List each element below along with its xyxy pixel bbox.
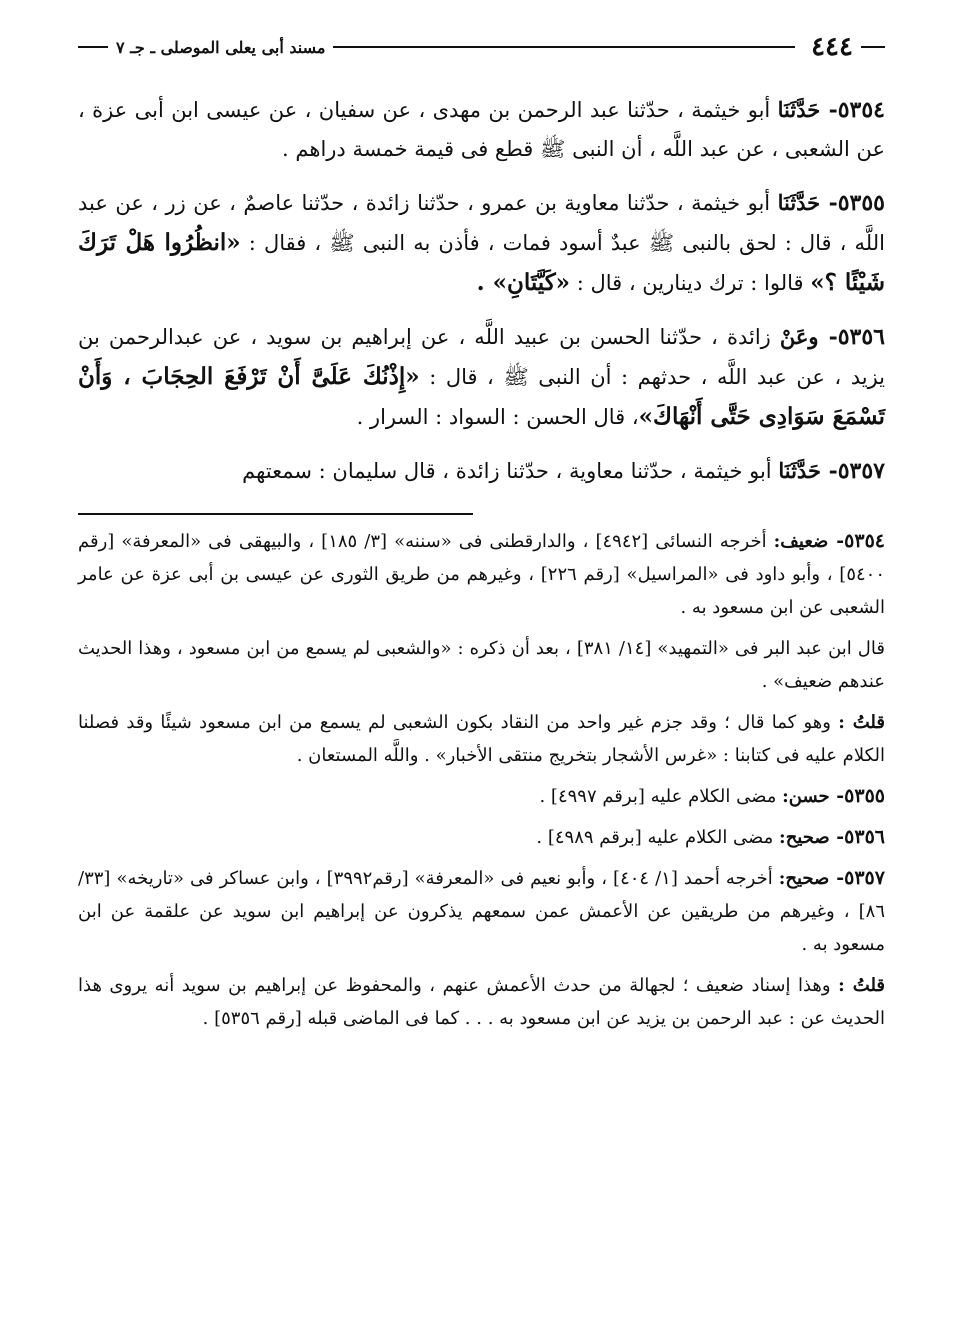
hadith-number: ٥٣٥٥ — [837, 190, 885, 216]
hadith-text: زائدة ، حدّثنا الحسن بن عبيد اللَّه ، عن إبراهيم بن سويد ، عن عبدالرحمن بن يزيد ، عن عبد اللَّه ، حدثهم : أن النبى ﷺ ، قال : — [78, 325, 886, 389]
grade-label: صحيح: — [778, 868, 830, 889]
qult-label: قلتُ : — [838, 712, 885, 733]
hadith-5355: ٥٣٥٥- حَدَّثَنَا أبو خيثمة ، حدّثنا معاوية بن عمرو ، حدّثنا زائدة ، حدّثنا عاصمٌ ، عن زر ، عن عبد اللَّه ، قال : لحق بالنبى ﷺ عبدٌ أسود فمات ، فأذن به النبى ﷺ ، فقال : «انظُرُوا هَلْ تَرَكَ شَيْئًا ؟» قالوا : ترك دينارين ، قال : «كَيَّتَانِ» . — [78, 190, 885, 296]
footnote-text: قال ابن عبد البر فى «التمهيد» [١٤/ ٣٨١] ، بعد أن ذكره : «والشعبى لم يسمع من ابن مسعود ، وهذا الحديث عندهم ضعيف» . — [78, 638, 885, 692]
grade-label: ضعيف: — [773, 531, 829, 552]
footnote-text: وهذا إسناد ضعيف ؛ لجهالة من حدث الأعمش عنهم ، والمحفوظ عن إبراهيم بن سويد أنه يروى هذا الحديث عن : عبد الرحمن بن يزيد عن ابن مسعود به . . . كما فى الماضى قبله [رقم ٥٣٥٦] . — [78, 975, 885, 1029]
footnote-text: مضى الكلام عليه [برقم ٤٩٨٩] . — [536, 827, 774, 848]
footnote-paragraph — [78, 706, 885, 772]
footnote-number: ٥٣٥٥ — [844, 785, 885, 807]
page-header — [78, 30, 885, 64]
footnote-number: ٥٣٥٧ — [844, 867, 885, 889]
footnote-text: أخرجه أحمد [١/ ٤٠٤] ، وأبو نعيم فى «المعرفة» [رقم٣٩٩٢] ، وابن عساكر فى «تاريخه» [٣٣/ ٨٦] ، وغيرهم من طريقين عن الأعمش عمن سمعهم يذكرون عن إبراهيم ابن سويد عن علقمة عن ابن مسعود به . — [78, 868, 885, 955]
header-dash — [78, 46, 108, 48]
hadith-lead: حَدَّثَنَا — [777, 190, 821, 215]
footnote-5355: ٥٣٥٥- حسن: مضى الكلام عليه [برقم ٤٩٩٧] . — [539, 785, 885, 807]
footnote-5357: ٥٣٥٧- صحيح: أخرجه أحمد [١/ ٤٠٤] ، وأبو نعيم فى «المعرفة» [رقم٣٩٩٢] ، وابن عساكر فى «تاريخه» [٣٣/ ٨٦] ، وغيرهم من طريقين عن الأعمش عمن سمعهم يذكرون عن إبراهيم ابن سويد عن علقمة عن ابن مسعود به . — [78, 867, 885, 955]
hadith-5356: ٥٣٥٦- وعَنْ زائدة ، حدّثنا الحسن بن عبيد اللَّه ، عن إبراهيم بن سويد ، عن عبدالرحمن بن يزيد ، عن عبد اللَّه ، حدثهم : أن النبى ﷺ ، قال : «إِذْنُكَ عَلَىَّ أَنْ تَرْفَعَ الحِجَابَ ، وَأَنْ تَسْمَعَ سَوَادِى حَتَّى أَنْهَاكَ»، قال الحسن : السواد : السرار . — [78, 324, 886, 430]
hadith-lead: حَدَّثَنَا — [778, 458, 821, 483]
hadith-quote: «إِذْنُكَ عَلَىَّ أَنْ تَرْفَعَ الحِجَابَ ، وَأَنْ تَسْمَعَ سَوَادِى حَتَّى أَنْهَاكَ» — [78, 363, 885, 430]
book-title: مسند أبى يعلى الموصلى ـ جـ ٧ — [116, 37, 326, 57]
header-rule — [333, 46, 795, 48]
page — [78, 30, 885, 1043]
grade-label: صحيح: — [779, 827, 830, 848]
footnote-text: وهو كما قال ؛ وقد جزم غير واحد من النقاد بكون الشعبى لم يسمع من ابن مسعود شيئًا وقد فصلنا الكلام عليه فى كتابنا : «غرس الأشجار بتخريج منتقى الأخبار» . واللَّه المستعان . — [78, 712, 885, 766]
hadith-quote: «كَيَّتَانِ» . — [476, 269, 571, 296]
hadith-5354: ٥٣٥٤- حَدَّثَنَا أبو خيثمة ، حدّثنا عبد الرحمن بن مهدى ، عن سفيان ، عن عيسى ابن أبى عزة ، عن الشعبى ، عن عبد اللَّه ، أن النبى ﷺ قطع فى قيمة خمسة دراهم . — [78, 97, 885, 161]
hadith-number: ٥٣٥٦ — [837, 324, 885, 350]
footnote-paragraph — [78, 969, 885, 1035]
footnote-paragraph — [78, 632, 885, 698]
hadith-text: أبو خيثمة ، حدّثنا معاوية ، حدّثنا زائدة ، قال سليمان : سمعتهم — [242, 459, 772, 483]
hadith-text: أبو خيثمة ، حدّثنا عبد الرحمن بن مهدى ، عن سفيان ، عن عيسى ابن أبى عزة ، عن الشعبى ، عن عبد اللَّه ، أن النبى ﷺ قطع فى قيمة خمسة دراهم . — [78, 98, 885, 161]
hadith-text: قالوا : ترك دينارين ، قال : — [570, 271, 811, 295]
hadith-quote: «انظُرُوا هَلْ تَرَكَ شَيْئًا ؟» — [78, 229, 885, 296]
header-dash — [861, 46, 885, 48]
hadith-number: ٥٣٥٤ — [837, 97, 885, 123]
footnote-number: ٥٣٥٦ — [844, 826, 885, 848]
hadith-lead: حَدَّثَنَا — [777, 97, 821, 122]
footnote-text: مضى الكلام عليه [برقم ٤٩٩٧] . — [539, 786, 777, 807]
footnote-divider — [78, 513, 473, 515]
hadith-text: أبو خيثمة ، حدّثنا معاوية بن عمرو ، حدّثنا زائدة ، حدّثنا عاصمٌ ، عن زر ، عن عبد اللَّه ، قال : لحق بالنبى ﷺ عبدٌ أسود فمات ، فأذن به النبى ﷺ ، فقال : — [78, 191, 885, 255]
footnote-5356: ٥٣٥٦- صحيح: مضى الكلام عليه [برقم ٤٩٨٩] . — [536, 826, 885, 848]
hadith-number: ٥٣٥٧ — [837, 458, 885, 484]
footnote-number: ٥٣٥٤ — [844, 530, 885, 552]
hadith-text: ، قال الحسن : السواد : السرار . — [356, 405, 639, 429]
footnote-text: أخرجه النسائى [٤٩٤٢] ، والدارقطنى فى «سننه» [٣/ ١٨٥] ، والبيهقى فى «المعرفة» [رقم ٥٤٠٠] ، وأبو داود فى «المراسيل» [رقم ٢٢٦] ، وغيرهم من طريق الثورى عن عيسى بن أبى عزة عن عامر الشعبى عن ابن مسعود به . — [78, 531, 885, 618]
hadith-5357: ٥٣٥٧- حَدَّثَنَا أبو خيثمة ، حدّثنا معاوية ، حدّثنا زائدة ، قال سليمان : سمعتهم — [242, 458, 885, 484]
hadith-lead: وعَنْ — [779, 324, 819, 349]
footnote-5354: ٥٣٥٤- ضعيف: أخرجه النسائى [٤٩٤٢] ، والدارقطنى فى «سننه» [٣/ ١٨٥] ، والبيهقى فى «المعرفة» [رقم ٥٤٠٠] ، وأبو داود فى «المراسيل» [رقم ٢٢٦] ، وغيرهم من طريق الثورى عن عيسى بن أبى عزة عن عامر الشعبى عن ابن مسعود به . — [78, 530, 885, 618]
qult-label: قلتُ : — [838, 975, 886, 996]
page-number: ٤٤٤ — [811, 32, 853, 62]
grade-label: حسن: — [782, 786, 830, 807]
